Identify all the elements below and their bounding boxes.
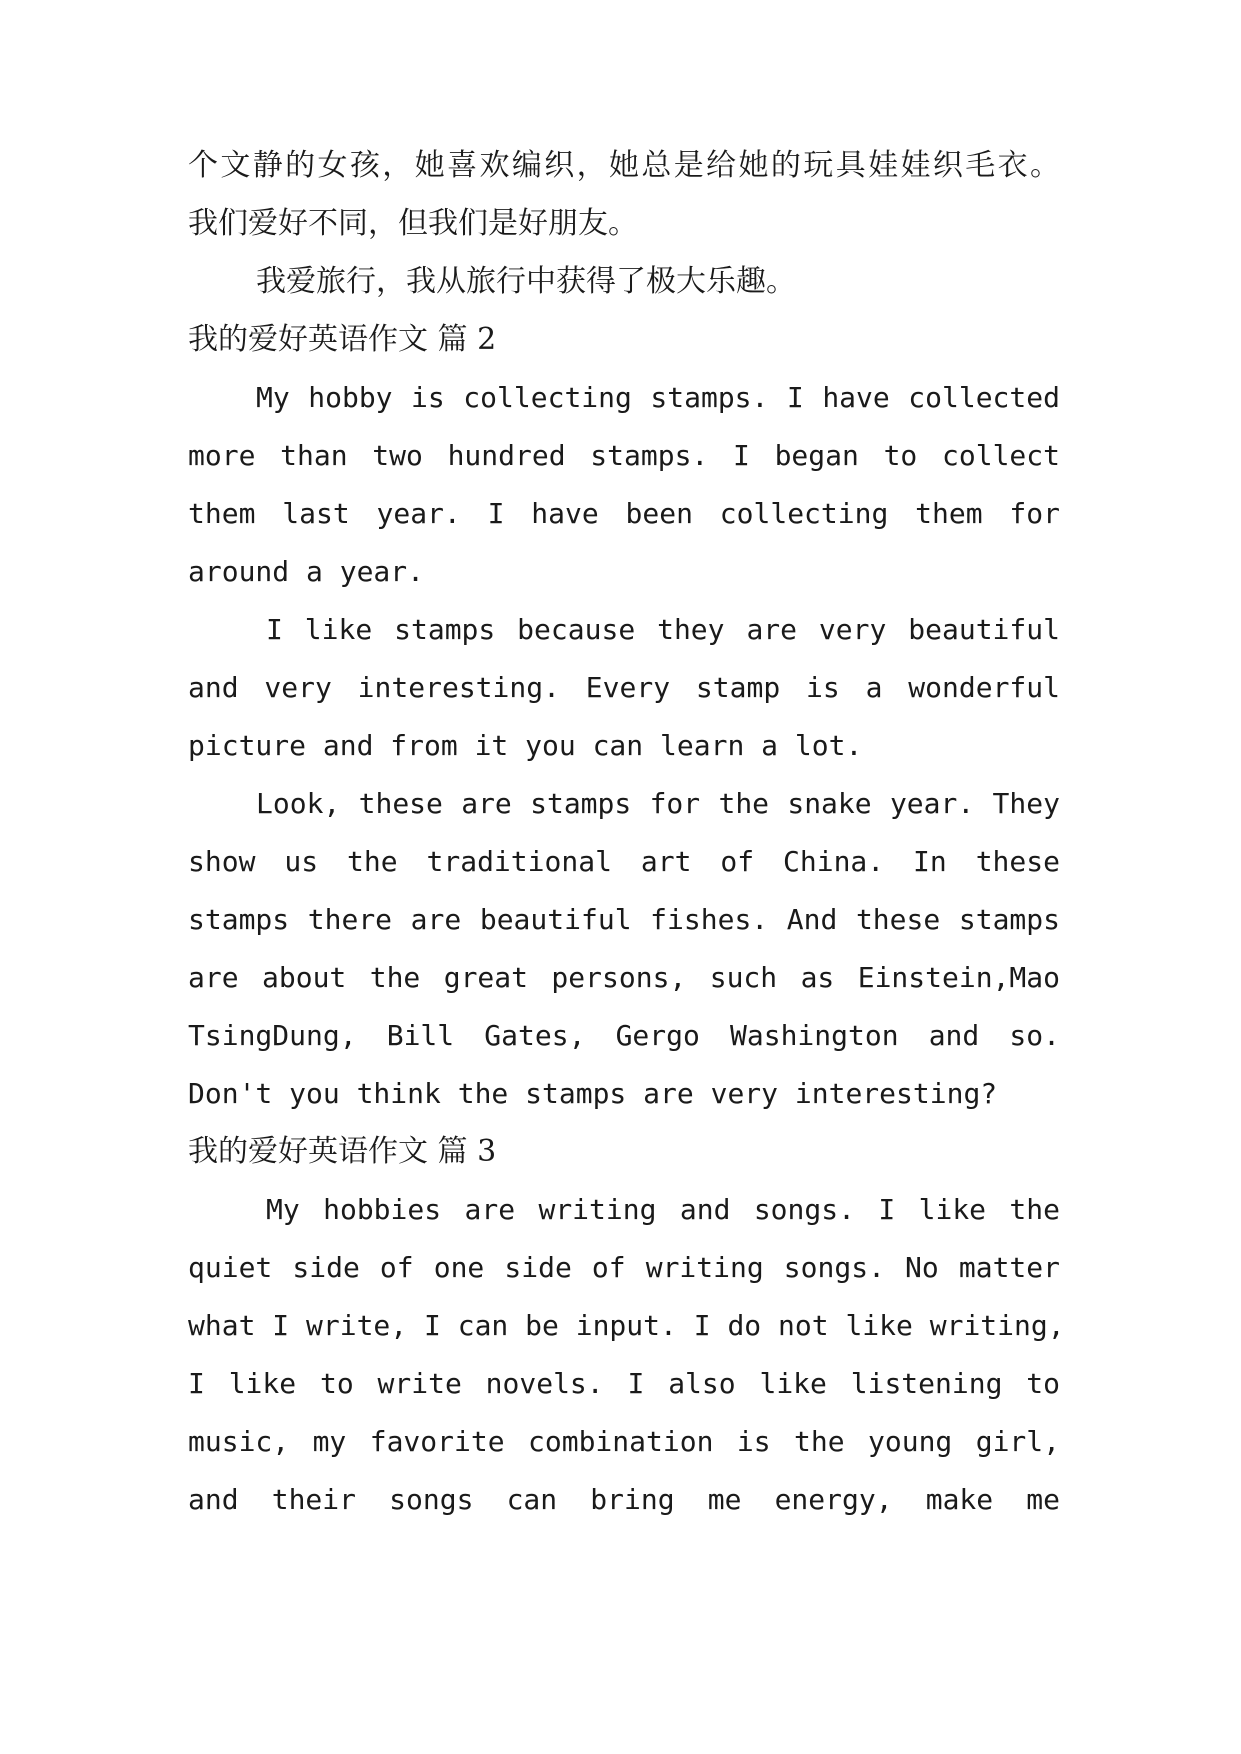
text-line: 我爱旅行，我从旅行中获得了极大乐趣。 [256,264,796,299]
text-line: TsingDung, Bill Gates, Gergo Washington and so. [188,1019,1060,1052]
text-line: more than two hundred stamps. I began to collect [188,439,1060,472]
section-heading: 我的爱好英语作文 篇 2 [188,322,497,357]
text-line: and their songs can bring me energy, make me [188,1483,1060,1516]
section-heading: 我的爱好英语作文 篇 3 [188,1134,497,1169]
text-line: 个文静的女孩，她喜欢编织，她总是给她的玩具娃娃织毛衣。 [188,148,1060,183]
text-line: 我们爱好不同，但我们是好朋友。 [188,206,638,241]
text-line: stamps there are beautiful fishes. And these stamps [188,903,1060,936]
text-line: My hobby is collecting stamps. I have collected [256,381,1060,414]
text-line: quiet side of one side of writing songs. No matter [188,1251,1060,1284]
text-line: and very interesting. Every stamp is a wonderful [188,671,1060,704]
text-line: are about the great persons, such as Einstein,Mao [188,961,1060,994]
text-line: what I write, I can be input. I do not like writing, [188,1309,1065,1342]
text-line: picture and from it you can learn a lot. [188,729,863,762]
text-line: I like stamps because they are very beautiful [266,613,1060,646]
text-line: around a year. [188,555,425,588]
text-line: I like to write novels. I also like listening to [188,1367,1060,1400]
text-body [188,137,1065,1529]
text-line: show us the traditional art of China. In these [188,845,1060,878]
text-line: Don't you think the stamps are very interesting? [188,1077,998,1110]
text-line: music, my favorite combination is the young girl, [188,1425,1060,1458]
text-line: Look, these are stamps for the snake year. They [256,787,1060,820]
text-line: My hobbies are writing and songs. I like the [266,1193,1060,1226]
text-line: them last year. I have been collecting them for [188,497,1060,530]
